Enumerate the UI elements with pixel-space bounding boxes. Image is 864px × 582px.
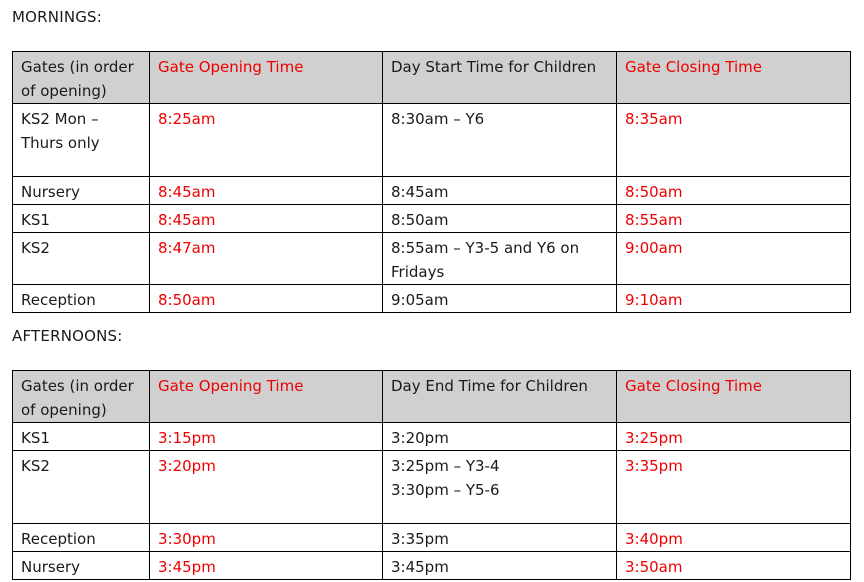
start-time-cell: 9:05am xyxy=(383,285,617,313)
end-time-cell xyxy=(383,423,617,451)
gate-cell: Reception xyxy=(13,524,150,552)
afternoons-heading: AFTERNOONS: xyxy=(12,327,123,345)
opening-time-cell: 3:45pm xyxy=(150,552,383,580)
start-time-cell: 8:50am xyxy=(383,205,617,233)
header-day-end-time: Day End Time for Children xyxy=(383,371,617,423)
opening-time-cell: 3:20pm xyxy=(150,451,383,524)
start-time-cell: 8:55am – Y3-5 and Y6 on Fridays xyxy=(383,233,617,285)
closing-time-cell: 3:50am xyxy=(617,552,851,580)
end-time-cell xyxy=(383,451,617,524)
header-gates: Gates (in order of opening) xyxy=(13,371,150,423)
table-row xyxy=(13,552,851,580)
opening-time-cell: 8:45am xyxy=(150,177,383,205)
mornings-header-row xyxy=(13,52,851,104)
table-row xyxy=(13,423,851,451)
mornings-heading: MORNINGS: xyxy=(12,8,103,26)
table-row xyxy=(13,451,851,524)
closing-time-cell: 8:50am xyxy=(617,177,851,205)
opening-time-cell: 8:50am xyxy=(150,285,383,313)
opening-time-cell: 8:25am xyxy=(150,104,383,177)
end-time-line: 3:45pm xyxy=(391,558,449,576)
table-row xyxy=(13,233,851,285)
gate-cell: Reception xyxy=(13,285,150,313)
gate-cell: Nursery xyxy=(13,177,150,205)
end-time-cell xyxy=(383,524,617,552)
opening-time-cell: 3:30pm xyxy=(150,524,383,552)
closing-time-cell: 3:40pm xyxy=(617,524,851,552)
header-day-start-time: Day Start Time for Children xyxy=(383,52,617,104)
gate-cell: KS2 Mon – Thurs only xyxy=(13,104,150,177)
table-row xyxy=(13,104,851,177)
end-time-line: 3:20pm xyxy=(391,429,449,447)
header-gate-closing-time: Gate Closing Time xyxy=(617,371,851,423)
end-time-cell xyxy=(383,552,617,580)
table-row xyxy=(13,177,851,205)
afternoons-header-row xyxy=(13,371,851,423)
end-time-line: 3:25pm – Y3-4 xyxy=(391,457,500,475)
header-gate-opening-time: Gate Opening Time xyxy=(150,371,383,423)
afternoons-gate-table xyxy=(12,370,851,580)
closing-time-cell: 9:10am xyxy=(617,285,851,313)
gate-cell: Nursery xyxy=(13,552,150,580)
gate-cell: KS1 xyxy=(13,423,150,451)
header-gate-closing-time: Gate Closing Time xyxy=(617,52,851,104)
closing-time-cell: 3:25pm xyxy=(617,423,851,451)
header-gate-opening-time: Gate Opening Time xyxy=(150,52,383,104)
opening-time-cell: 3:15pm xyxy=(150,423,383,451)
closing-time-cell: 8:35am xyxy=(617,104,851,177)
table-row xyxy=(13,524,851,552)
opening-time-cell: 8:45am xyxy=(150,205,383,233)
end-time-line: 3:35pm xyxy=(391,530,449,548)
table-row xyxy=(13,285,851,313)
header-gates: Gates (in order of opening) xyxy=(13,52,150,104)
start-time-cell: 8:45am xyxy=(383,177,617,205)
end-time-line: 3:30pm – Y5-6 xyxy=(391,481,500,499)
gate-cell: KS1 xyxy=(13,205,150,233)
closing-time-cell: 8:55am xyxy=(617,205,851,233)
opening-time-cell: 8:47am xyxy=(150,233,383,285)
start-time-cell: 8:30am – Y6 xyxy=(383,104,617,177)
closing-time-cell: 9:00am xyxy=(617,233,851,285)
mornings-gate-table xyxy=(12,51,851,313)
gate-cell: KS2 xyxy=(13,451,150,524)
gate-cell: KS2 xyxy=(13,233,150,285)
closing-time-cell: 3:35pm xyxy=(617,451,851,524)
table-row xyxy=(13,205,851,233)
